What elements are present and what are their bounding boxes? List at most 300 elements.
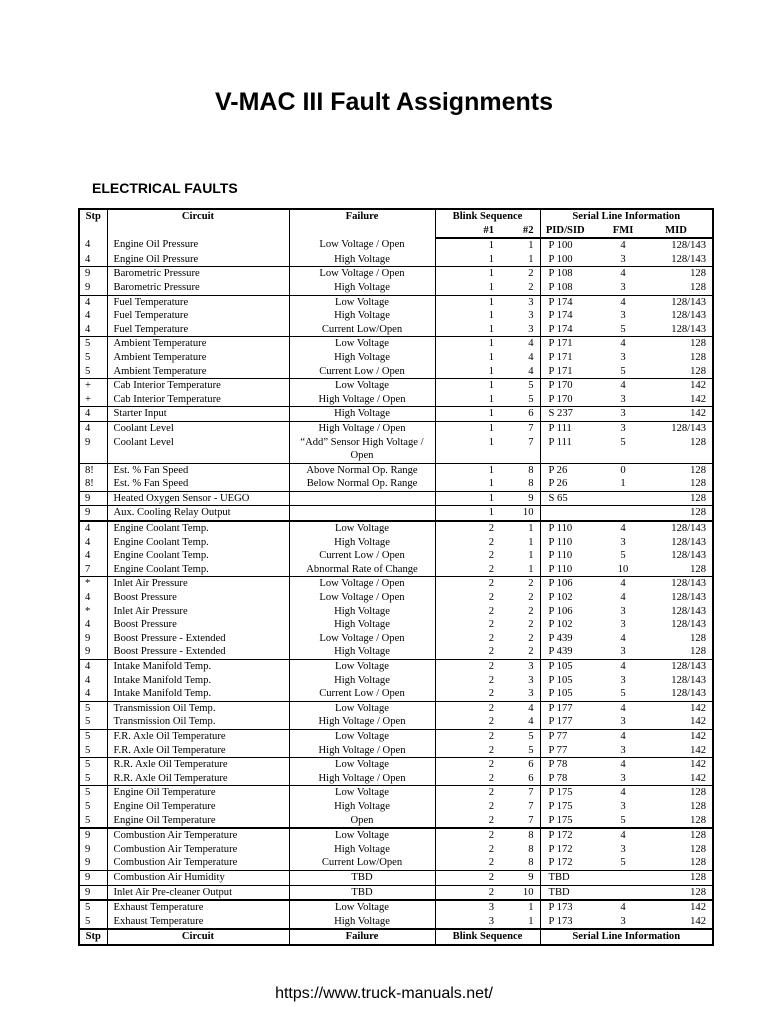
cell-fmi [590,885,640,900]
cell-blink-2: 8 [500,463,540,477]
cell-blink-2: 9 [500,870,540,885]
table-row [79,267,713,281]
cell-fmi: 3 [620,619,626,631]
cell-mid: 128/143 [640,660,713,674]
table-row [79,337,713,351]
cell-failure: High Voltage [289,645,435,659]
source-url: https://www.truck-manuals.net/ [275,985,493,1002]
cell-pid-sid: P 106 [540,577,590,591]
cell-blink-1: 2 [435,786,500,800]
cell-stp: 9 [79,828,107,843]
cell-failure: Current Low/Open [289,856,435,870]
cell-failure: Low Voltage [289,521,435,536]
cell-stp: 4 [79,618,107,632]
cell-stp: 5 [79,772,107,786]
cell-fmi: 3 [620,605,626,617]
cell-fmi: 5 [620,436,626,448]
cell-circuit: Cab Interior Temperature [107,393,289,407]
cell-blink-1: 1 [435,491,500,506]
cell-fmi [590,870,640,885]
cell-mid: 142 [640,900,713,915]
table-row [79,715,713,729]
cell-mid: 128 [690,843,707,855]
cell-blink-1: 1 [435,421,500,435]
cell-circuit: Engine Coolant Temp. [107,549,289,563]
cell-fmi: 4 [590,786,640,800]
cell-pid-sid: P 26 [548,478,568,490]
cell-circuit: Fuel Temperature [107,323,289,337]
cell-fmi: 5 [620,814,626,826]
cell-mid: 128 [640,506,713,521]
cell-blink-2: 2 [500,591,540,605]
cell-pid-sid: P 177 [540,701,590,715]
cell-fmi: 4 [590,900,640,915]
cell-stp: 9 [79,491,107,506]
cell-fmi [590,491,640,506]
cell-blink-1: 2 [488,814,494,826]
cell-circuit: R.R. Axle Oil Temperature [107,758,289,772]
cell-blink-1: 1 [435,337,500,351]
cell-mid: 128/143 [671,253,707,265]
cell-blink-2: 7 [500,421,540,435]
cell-mid: 128 [640,267,713,281]
cell-stp: 5 [79,744,107,758]
cell-stp: 5 [79,758,107,772]
cell-blink-2: 1 [500,521,540,536]
cell-blink-2: 8 [500,856,540,870]
cell-stp: 4 [79,660,107,674]
cell-blink-1: 1 [435,267,500,281]
header-stp: Stp [79,209,107,238]
cell-pid-sid: P 110 [548,563,573,575]
cell-failure: Low Voltage [289,828,435,843]
cell-blink-2: 7 [500,436,540,464]
cell-circuit: Barometric Pressure [107,267,289,281]
table-row [79,645,713,659]
cell-stp: * [79,605,107,619]
cell-circuit: Cab Interior Temperature [107,379,289,393]
cell-blink-1: 2 [435,701,500,715]
table-row [79,577,713,591]
cell-stp: 4 [79,591,107,605]
cell-fmi: 1 [620,478,626,490]
cell-circuit: Est. % Fan Speed [107,477,289,491]
cell-fmi: 10 [617,563,629,575]
cell-stp: 7 [79,563,107,577]
cell-mid: 128/143 [671,240,707,252]
cell-fmi: 4 [590,828,640,843]
cell-failure: High Voltage / Open [289,421,435,435]
cell-blink-1: 2 [435,885,500,900]
cell-blink-2: 1 [500,549,540,563]
table-row [79,885,713,900]
cell-mid: 128/143 [671,688,707,700]
footer-failure: Failure [289,929,435,945]
cell-fmi: 4 [590,729,640,743]
cell-fmi: 0 [590,463,640,477]
cell-blink-1: 2 [488,772,494,784]
cell-blink-2: 2 [500,605,540,619]
cell-failure: Low Voltage [289,786,435,800]
cell-circuit: Combustion Air Temperature [107,828,289,843]
fault-table-body [79,238,713,929]
table-row [79,309,713,323]
cell-mid: 128/143 [671,310,707,322]
cell-pid-sid: S 237 [540,407,590,422]
cell-failure: Low Voltage [289,660,435,674]
cell-fmi: 3 [620,716,626,728]
cell-pid-sid: P 171 [548,351,573,363]
cell-stp: 9 [79,506,107,521]
cell-fmi: 4 [590,337,640,351]
cell-pid-sid: P 77 [548,744,568,756]
cell-fmi: 3 [620,744,626,756]
header-pid-sid: PID/SID [540,224,590,239]
cell-fmi: 4 [590,701,640,715]
cell-mid: 128/143 [671,674,707,686]
cell-circuit: F.R. Axle Oil Temperature [107,729,289,743]
cell-fmi: 3 [620,674,626,686]
cell-stp: 9 [79,843,107,857]
table-row [79,843,713,857]
cell-failure: High Voltage [289,605,435,619]
cell-stp: 4 [79,536,107,550]
cell-mid: 142 [640,729,713,743]
cell-blink-2: 3 [500,309,540,323]
cell-pid-sid: TBD [540,870,590,885]
cell-mid: 142 [640,379,713,393]
table-row [79,772,713,786]
cell-circuit: Exhaust Temperature [107,915,289,930]
cell-stp: 4 [79,549,107,563]
cell-circuit: Coolant Level [107,436,289,464]
cell-mid: 128 [690,281,707,293]
table-row [79,618,713,632]
cell-stp: 5 [79,915,107,930]
cell-stp: 5 [79,715,107,729]
cell-blink-1: 1 [435,295,500,309]
cell-stp: 9 [79,281,107,295]
cell-circuit: Engine Coolant Temp. [107,563,289,577]
cell-failure: Low Voltage [289,337,435,351]
cell-stp: + [79,379,107,393]
cell-fmi: 4 [590,758,640,772]
cell-fmi: 5 [620,365,626,377]
cell-circuit: Aux. Cooling Relay Output [107,506,289,521]
table-row [79,491,713,506]
cell-blink-1: 3 [435,900,500,915]
cell-blink-1: 2 [488,688,494,700]
cell-pid-sid: P 105 [548,674,573,686]
cell-stp: + [79,393,107,407]
cell-blink-2: 1 [500,563,540,577]
cell-failure: Low Voltage [289,701,435,715]
cell-pid-sid: P 110 [540,521,590,536]
table-row [79,605,713,619]
cell-blink-2: 2 [500,632,540,646]
cell-failure: Below Normal Op. Range [289,477,435,491]
cell-blink-2: 10 [500,506,540,521]
cell-pid-sid: P 439 [548,646,573,658]
cell-pid-sid: P 172 [548,843,573,855]
cell-mid: 128 [640,337,713,351]
cell-stp: 9 [79,267,107,281]
table-row [79,900,713,915]
cell-blink-1: 1 [488,240,494,252]
table-row [79,436,713,464]
cell-circuit: Ambient Temperature [107,337,289,351]
cell-mid: 128 [690,351,707,363]
cell-fmi: 3 [620,915,626,927]
cell-stp: 5 [79,351,107,365]
cell-circuit: Boost Pressure - Extended [107,645,289,659]
table-row [79,238,713,253]
cell-circuit: Combustion Air Temperature [107,856,289,870]
cell-blink-1: 2 [488,646,494,658]
page-title: V-MAC III Fault Assignments [214,88,553,116]
table-row [79,828,713,843]
cell-fmi: 3 [620,281,626,293]
cell-mid: 128 [640,885,713,900]
table-row [79,477,713,491]
cell-pid-sid: P 172 [540,828,590,843]
cell-failure: High Voltage [289,536,435,550]
cell-stp: 5 [79,786,107,800]
footer-stp: Stp [79,929,107,945]
cell-failure: High Voltage / Open [289,772,435,786]
cell-fmi: 5 [620,688,626,700]
cell-blink-1: 1 [488,351,494,363]
cell-pid-sid: P 106 [548,605,573,617]
cell-pid-sid: P 78 [540,758,590,772]
cell-circuit: Barometric Pressure [107,281,289,295]
cell-blink-2: 1 [500,900,540,915]
cell-stp: 5 [79,729,107,743]
table-row [79,407,713,422]
cell-mid: 128 [690,857,707,869]
table-row [79,701,713,715]
cell-circuit: Heated Oxygen Sensor - UEGO [107,491,289,506]
cell-blink-2: 5 [500,744,540,758]
cell-blink-2: 7 [500,814,540,829]
cell-mid: 128 [690,436,707,448]
cell-pid-sid: P 174 [548,323,573,335]
cell-blink-1: 2 [488,632,494,644]
cell-stp: 5 [79,814,107,829]
cell-blink-1: 3 [488,915,494,927]
cell-blink-2: 2 [500,645,540,659]
table-row [79,729,713,743]
table-row [79,786,713,800]
table-row [79,506,713,521]
cell-blink-1: 2 [488,550,494,562]
cell-mid: 142 [690,393,707,405]
cell-stp: 5 [79,701,107,715]
cell-stp: 9 [79,645,107,659]
header-blink-1: #1 [435,224,500,239]
cell-failure: Current Low / Open [289,365,435,379]
cell-pid-sid: P 26 [540,463,590,477]
cell-blink-2: 7 [500,800,540,814]
section-heading: ELECTRICAL FAULTS [92,180,238,196]
cell-blink-1: 1 [488,393,494,405]
table-row [79,536,713,550]
cell-circuit: Ambient Temperature [107,365,289,379]
cell-pid-sid: P 105 [540,660,590,674]
cell-failure: Low Voltage / Open [289,238,435,253]
cell-blink-2: 5 [500,393,540,407]
cell-stp: 4 [79,674,107,688]
cell-pid-sid: P 175 [548,800,573,812]
cell-mid: 128 [690,646,707,658]
cell-failure: Low Voltage / Open [289,591,435,605]
cell-pid-sid: P 173 [548,915,573,927]
cell-stp: 8! [79,477,107,491]
table-row [79,393,713,407]
cell-blink-2: 3 [500,323,540,337]
table-row [79,915,713,930]
cell-fmi: 4 [590,295,640,309]
cell-circuit: Engine Oil Pressure [107,238,289,253]
cell-stp: 8! [79,463,107,477]
cell-stp: 5 [79,900,107,915]
cell-circuit: Exhaust Temperature [107,900,289,915]
cell-blink-1: 2 [435,758,500,772]
cell-fmi: 4 [620,240,626,252]
cell-circuit: Combustion Air Humidity [107,870,289,885]
table-row [79,744,713,758]
cell-mid: 128/143 [671,605,707,617]
cell-pid-sid: S 65 [540,491,590,506]
header-blink-2: #2 [500,224,540,239]
cell-pid-sid: P 111 [548,436,572,448]
cell-failure: Low Voltage / Open [289,632,435,646]
cell-pid-sid: TBD [540,885,590,900]
cell-blink-2: 2 [500,267,540,281]
table-row [79,591,713,605]
cell-blink-2: 5 [500,729,540,743]
cell-failure: TBD [289,870,435,885]
cell-stp: 4 [79,295,107,309]
cell-blink-1: 1 [488,253,494,265]
table-row [79,421,713,435]
cell-mid: 128 [640,491,713,506]
cell-circuit: Boost Pressure - Extended [107,632,289,646]
cell-mid: 142 [690,716,707,728]
cell-mid: 128 [690,563,707,575]
cell-circuit: Boost Pressure [107,591,289,605]
cell-circuit: Engine Oil Temperature [107,786,289,800]
cell-pid-sid: P 108 [540,267,590,281]
cell-fmi: 4 [590,379,640,393]
cell-failure: Low Voltage [289,729,435,743]
cell-fmi: 4 [620,592,626,604]
table-row [79,758,713,772]
cell-blink-1: 2 [435,729,500,743]
cell-pid-sid: P 111 [540,421,590,435]
cell-fmi: 3 [620,536,626,548]
cell-stp: 5 [79,800,107,814]
cell-blink-2: 4 [500,337,540,351]
cell-mid: 128/143 [671,619,707,631]
cell-failure [289,506,435,521]
table-row [79,870,713,885]
cell-blink-2: 1 [500,238,540,253]
cell-failure: High Voltage / Open [289,744,435,758]
cell-pid-sid: P 175 [548,814,573,826]
cell-pid-sid: P 100 [548,253,573,265]
cell-failure: High Voltage [289,253,435,267]
cell-stp: 4 [79,421,107,435]
header-failure: Failure [289,209,435,238]
table-row [79,800,713,814]
cell-blink-2: 4 [500,701,540,715]
cell-blink-1: 2 [488,674,494,686]
cell-blink-2: 6 [500,772,540,786]
cell-circuit: Boost Pressure [107,618,289,632]
cell-blink-2: 1 [500,915,540,930]
cell-failure: TBD [289,885,435,900]
cell-blink-2: 6 [500,758,540,772]
cell-blink-2: 4 [500,351,540,365]
cell-mid: 128/143 [671,592,707,604]
cell-pid-sid: P 108 [548,281,573,293]
cell-mid: 142 [640,407,713,422]
cell-failure: High Voltage [289,309,435,323]
cell-stp: 9 [79,632,107,646]
cell-fmi: 3 [620,253,626,265]
cell-mid: 128 [690,365,707,377]
cell-blink-1: 2 [488,716,494,728]
cell-circuit: Engine Oil Temperature [107,814,289,829]
cell-failure: High Voltage [289,281,435,295]
cell-circuit: Inlet Air Pressure [107,605,289,619]
cell-blink-1: 2 [435,521,500,536]
cell-failure: Low Voltage / Open [289,267,435,281]
cell-fmi: 4 [620,632,626,644]
cell-mid: 128/143 [640,521,713,536]
cell-circuit: Starter Input [107,407,289,422]
cell-circuit: Engine Oil Temperature [107,800,289,814]
cell-failure: High Voltage / Open [289,715,435,729]
cell-fmi: 5 [620,550,626,562]
cell-blink-2: 7 [500,786,540,800]
cell-stp: 9 [79,885,107,900]
cell-pid-sid: P 77 [540,729,590,743]
cell-fmi: 3 [620,772,626,784]
cell-failure: Low Voltage [289,900,435,915]
cell-pid-sid: P 173 [540,900,590,915]
cell-circuit: R.R. Axle Oil Temperature [107,772,289,786]
cell-mid: 128 [640,828,713,843]
table-row [79,253,713,267]
cell-pid-sid: P 177 [548,716,573,728]
cell-pid-sid: P 174 [548,310,573,322]
cell-circuit: Inlet Air Pre-cleaner Output [107,885,289,900]
header-blink-sequence: Blink Sequence [435,209,540,224]
cell-mid: 128/143 [671,323,707,335]
cell-pid-sid: P 170 [548,393,573,405]
cell-blink-2: 9 [500,491,540,506]
cell-failure: Abnormal Rate of Change [289,563,435,577]
fault-table [78,208,714,946]
cell-blink-2: 3 [500,660,540,674]
table-row [79,856,713,870]
cell-blink-1: 2 [488,592,494,604]
cell-failure: Current Low / Open [289,687,435,701]
cell-circuit: Engine Coolant Temp. [107,521,289,536]
cell-blink-2: 8 [500,843,540,857]
